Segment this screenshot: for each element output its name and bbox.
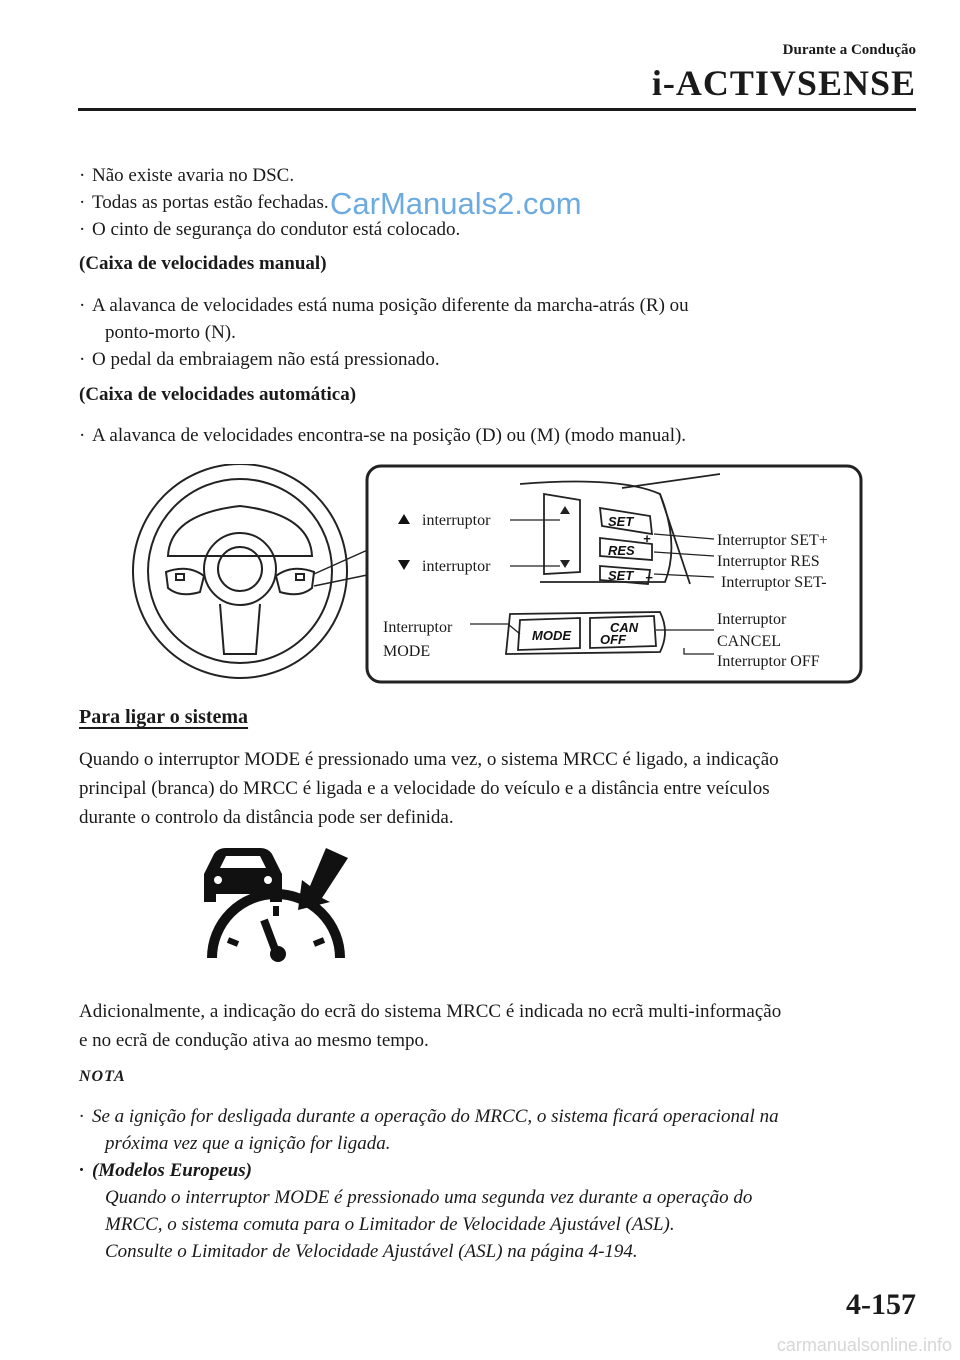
can-button-label: CAN [610,620,639,635]
header-rule [78,108,916,111]
section-heading: Para ligar o sistema [79,706,249,728]
res-button-label: RES [608,543,635,558]
paragraph-line: principal (branca) do MRCC é ligada e a velocidade do veículo e a distância entre veículos [79,778,770,799]
up-switch-label: interruptor [422,512,491,529]
steering-wheel-illustration [133,464,347,678]
note-item: · (Modelos Europeus) [79,1160,252,1181]
set-plus-label: Interruptor SET+ [717,532,828,549]
page-number: 4-157 [846,1288,916,1321]
list-item: · O pedal da embraiagem não está pressionado. [79,349,440,370]
note-heading: NOTA [79,1068,126,1085]
note-item: · Se a ignição for desligada durante a operação do MRCC, o sistema ficará operacional na [79,1106,779,1127]
mrcc-indicator-icon [198,844,358,962]
cancel-switch-label-line1: Interruptor [717,611,787,628]
plus-sign: + [643,531,651,546]
steering-wheel-diagram [80,464,866,688]
watermark: CarManuals2.com [330,186,582,221]
set-minus-button-label: SET [608,568,634,583]
res-label: Interruptor RES [717,553,820,570]
note-item-continuation: próxima vez que a ignição for ligada. [105,1133,391,1154]
paragraph-line: Adicionalmente, a indicação do ecrã do sistema MRCC é indicada no ecrã multi-informação [79,1001,782,1022]
list-item: · O cinto de segurança do condutor está colocado. [79,219,461,240]
mode-switch-label-line2: MODE [383,643,431,660]
down-switch-label: interruptor [422,558,491,575]
off-button-label: OFF [600,632,626,647]
paragraph-line: durante o controlo da distância pode ser definida. [79,807,454,828]
list-item: · Todas as portas estão fechadas. [79,192,329,213]
header-subtitle: Durante a Condução [782,42,916,58]
set-minus-label: Interruptor SET- [721,574,827,591]
note-item-continuation: Consulte o Limitador de Velocidade Ajustável (ASL) na página 4-194. [105,1241,638,1262]
header-title: i-ACTIVSENSE [651,63,916,103]
note-item-continuation: MRCC, o sistema comuta para o Limitador de Velocidade Ajustável (ASL). [105,1214,675,1235]
mode-switch-label-line1: Interruptor [383,619,453,636]
cancel-switch-label-line2: CANCEL [717,633,781,650]
paragraph-line: Quando o interruptor MODE é pressionado uma vez, o sistema MRCC é ligado, a indicação [79,749,779,770]
list-item-continuation: ponto-morto (N). [105,322,236,343]
minus-sign: − [645,570,653,585]
set-button-label: SET [608,514,634,529]
auto-heading: (Caixa de velocidades automática) [79,384,357,405]
footer-watermark: carmanualsonline.info [776,1335,952,1355]
list-item: · A alavanca de velocidades está numa posição diferente da marcha-atrás (R) ou [79,295,689,316]
note-item-continuation: Quando o interruptor MODE é pressionado uma segunda vez durante a operação do [105,1187,753,1208]
list-item: · Não existe avaria no DSC. [79,165,295,186]
manual-heading: (Caixa de velocidades manual) [79,253,327,274]
paragraph-line: e no ecrã de condução ativa ao mesmo tempo. [79,1030,429,1051]
list-item: · A alavanca de velocidades encontra-se na posição (D) ou (M) (modo manual). [79,425,687,446]
mode-button-label: MODE [532,628,571,643]
off-switch-label: Interruptor OFF [717,653,820,670]
